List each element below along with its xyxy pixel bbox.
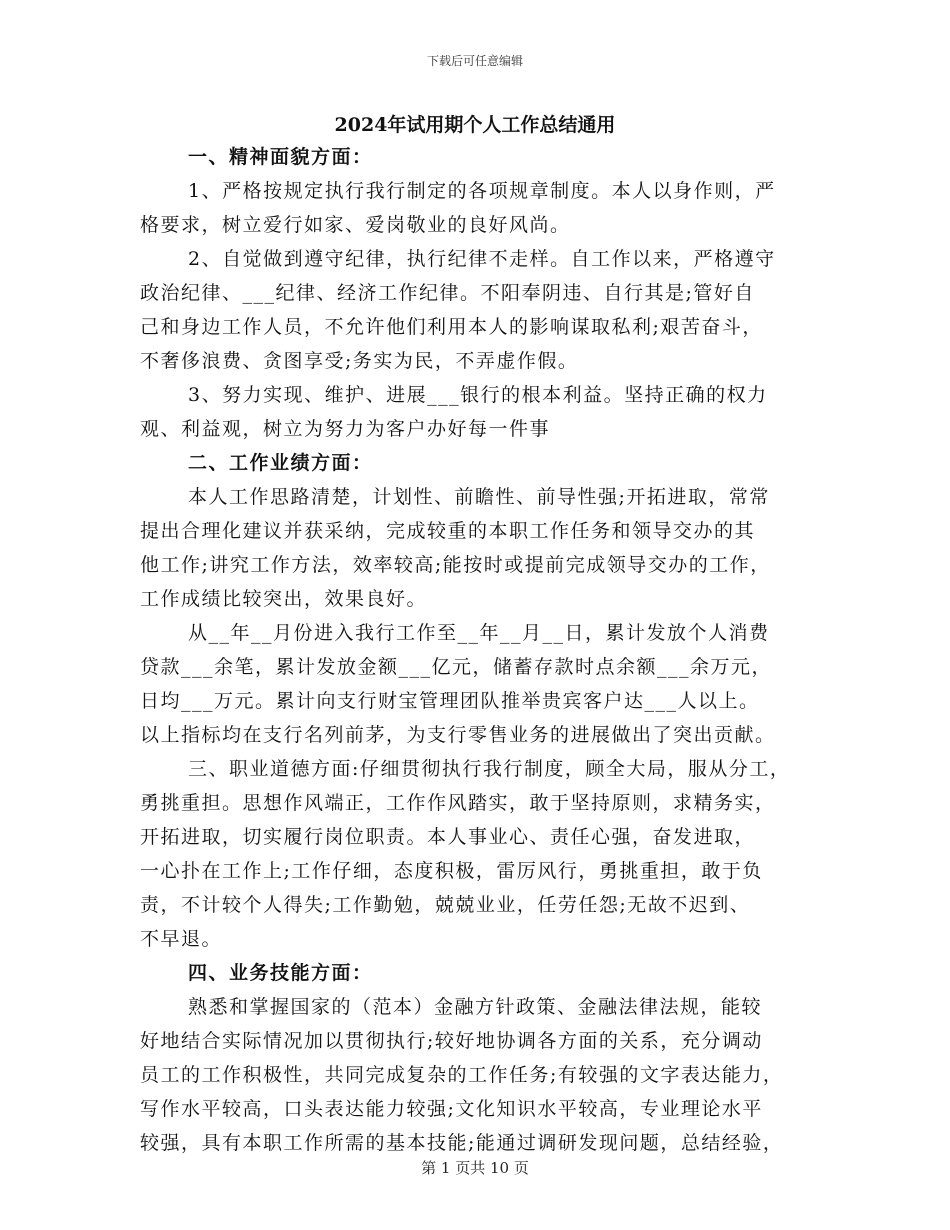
paragraph-first-line: 3、努力实现、维护、进展___银行的根本利益。坚持正确的权力 xyxy=(188,384,768,406)
text-line: 政治纪律、___纪律、经济工作纪律。不阳奉阴违、自行其是;管好自 xyxy=(140,282,755,304)
text-line: 不早退。 xyxy=(140,928,223,950)
text-line: 贷款___余笔，累计发放金额___亿元，储蓄存款时点余额___余万元， xyxy=(140,656,773,678)
text-line: 员工的工作积极性，共同完成复杂的工作任务;有较强的文字表达能力， xyxy=(140,1064,784,1086)
text-line: 他工作;讲究工作方法，效率较高;能按时或提前完成领导交办的工作， xyxy=(140,554,771,576)
text-line: 开拓进取，切实履行岗位职责。本人事业心、责任心强，奋发进取， xyxy=(140,826,756,848)
paragraph-first-line: 2、自觉做到遵守纪律，执行纪律不走样。自工作以来，严格遵守 xyxy=(188,248,776,270)
paragraph-first-line: 1、严格按规定执行我行制定的各项规章制度。本人以身作则，严 xyxy=(188,180,776,202)
page-footer: 第 1 页共 10 页 xyxy=(421,1159,529,1177)
paragraph-first-line: 本人工作思路清楚，计划性、前瞻性、前导性强;开拓进取，常常 xyxy=(188,486,770,508)
text-line: 日均___万元。累计向支行财宝管理团队推举贵宾客户达___人以上。 xyxy=(140,690,760,712)
text-line: 工作成绩比较突出，效果良好。 xyxy=(140,588,428,610)
section-heading: 一、精神面貌方面： xyxy=(188,146,373,168)
header-note: 下载后可任意编辑 xyxy=(426,54,523,68)
text-line: 责，不计较个人得失;工作勤勉，兢兢业业，任劳任怨;无故不迟到、 xyxy=(140,894,751,916)
section-heading: 四、业务技能方面： xyxy=(188,962,373,984)
document-body xyxy=(140,140,810,1160)
section-heading: 二、工作业绩方面： xyxy=(188,452,373,474)
text-line: 己和身边工作人员，不允许他们利用本人的影响谋取私利;艰苦奋斗， xyxy=(140,316,763,338)
document-title: 2024年试用期个人工作总结通用 xyxy=(334,114,616,136)
paragraph-first-line: 从__年__月份进入我行工作至__年__月__日，累计发放个人消费 xyxy=(188,622,770,644)
text-line: 观、利益观，树立为努力为客户办好每一件事 xyxy=(140,418,551,440)
text-line: 勇挑重担。思想作风端正，工作作风踏实，敢于坚持原则，求精务实， xyxy=(140,792,776,814)
text-line: 格要求，树立爱行如家、爱岗敬业的良好风尚。 xyxy=(140,214,571,236)
paragraph-first-line: 熟悉和掌握国家的（范本）金融方针政策、金融法律法规，能较 xyxy=(188,996,763,1018)
text-line: 以上指标均在支行名列前茅，为支行零售业务的进展做出了突出贡献。 xyxy=(140,724,776,746)
text-line: 一心扑在工作上;工作仔细，态度积极，雷厉风行，勇挑重担，敢于负 xyxy=(140,860,763,882)
text-line: 不奢侈浪费、贪图享受;务实为民，不弄虚作假。 xyxy=(140,350,579,372)
text-line: 写作水平较高，口头表达能力较强;文化知识水平较高，专业理论水平 xyxy=(140,1098,763,1120)
text-line: 提出合理化建议并获采纳，完成较重的本职工作任务和领导交办的其 xyxy=(140,520,756,542)
paragraph-first-line: 三、职业道德方面:仔细贯彻执行我行制度，顾全大局，服从分工， xyxy=(188,758,791,780)
text-line: 较强，具有本职工作所需的基本技能;能通过调研发现问题，总结经验， xyxy=(140,1132,784,1154)
text-line: 好地结合实际情况加以贯彻执行;较好地协调各方面的关系，充分调动 xyxy=(140,1030,763,1052)
